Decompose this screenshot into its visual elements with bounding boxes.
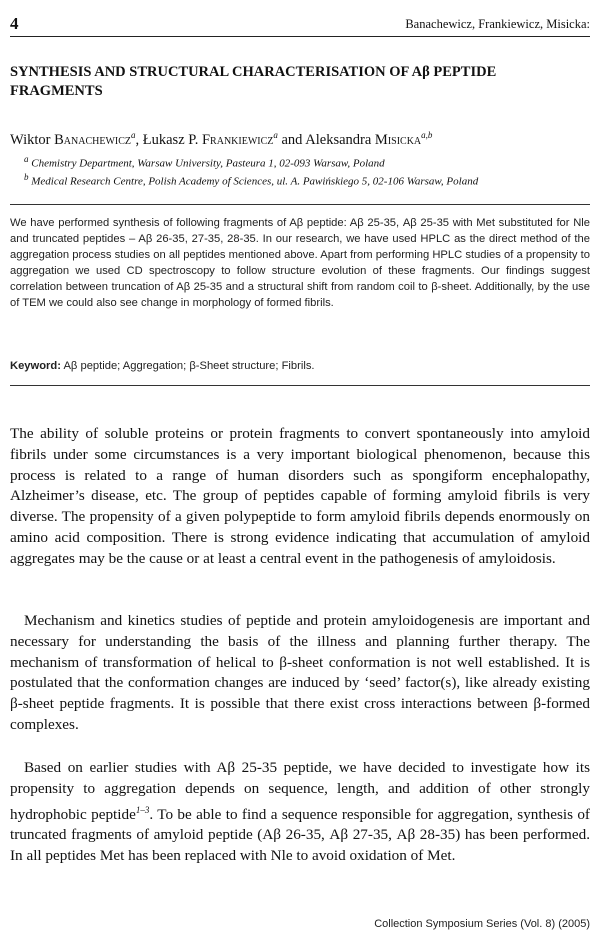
- paper-title: SYNTHESIS AND STRUCTURAL CHARACTERISATION OF Aβ PEPTIDE FRAGMENTS: [10, 64, 497, 99]
- running-head: Banachewicz, Frankiewicz, Misicka:: [405, 17, 590, 31]
- body-paragraph-1: The ability of soluble proteins or protein fragments to convert spontaneously into amyloid fibrils under some circumstances is a very important biological phenomenon, because this process is related to a range of human disorders such as spongiform encephalopathy, Alzheimer’s disease, etc. The group of peptides capable of forming amyloid fibrils is very diverse. The propensity of a given polypeptide to form amyloid fibrils depends enormously on amino acid composition. There is strong evidence indicating that accumulation of amyloid aggregates may be the cause or at least a central event in the pathogenesis of amyloidosis.: [10, 425, 590, 567]
- page-footer: Collection Symposium Series (Vol. 8) (2005): [374, 918, 590, 930]
- keywords-label: Keyword:: [10, 360, 61, 372]
- author-3-last: Misicka: [374, 131, 422, 148]
- page-header: [10, 14, 590, 37]
- author-list: [10, 130, 590, 149]
- body-paragraph-2: Mechanism and kinetics studies of peptide and protein amyloidogenesis are important and necessary for understanding the basis of the illness and planning further therapy. The mechanism of transformation of helical to β-sheet conformation is not well established. It is postulated that the conformation changes are induced by ‘seed’ factor(s), like already existing β-sheet peptide fragments. It is possible that there exist cross interactions between β-formed complexes.: [10, 612, 590, 733]
- author-separator: ,: [135, 131, 143, 148]
- affiliation-a-mark: a: [24, 154, 29, 164]
- affiliation-b: [24, 172, 594, 188]
- author-3-affil-mark: a,b: [421, 130, 433, 140]
- author-1-last: Banachewicz: [54, 131, 132, 148]
- keywords-text: Aβ peptide; Aggregation; β-Sheet structure; Fibrils.: [60, 360, 315, 372]
- author-1-first: Wiktor: [10, 131, 55, 148]
- reference-mark: 1–3: [135, 804, 150, 815]
- body-paragraph-3-part-2: . To be able to find a sequence responsible for aggregation, synthesis of truncated fragments of amyloid peptide (Aβ 26-35, Aβ 27-35, Aβ 28-35) has been performed. In all peptides Met has been replaced with Nle to avoid oxidation of Met.: [10, 805, 590, 865]
- page-number: 4: [10, 14, 19, 33]
- abstract-text: We have performed synthesis of following fragments of Aβ peptide: Aβ 25-35, Aβ 25-35 with Met substituted for Nle and truncated peptides – Aβ 26-35, 27-35, 28-35. In our research, we have used HPLC as the direct method of the aggregation process studies on all peptides mentioned above. Apart from performing HPLC studies of a propensity to aggregation we used CD spectroscopy to follow structure evolution of these fragments. Our findings suggest correlation between truncation of Aβ 25-35 and a structural shift from random coil to β-sheet. Additionally, by the use of TEM we could also see change in morphology of formed fibrils.: [10, 217, 590, 309]
- affiliation-b-text: Medical Research Centre, Polish Academy of Sciences, ul. A. Pawińskiego 5, 02-106 Warsaw, Poland: [28, 175, 479, 188]
- affiliation-a-text: Chemistry Department, Warsaw University, Pasteura 1, 02-093 Warsaw, Poland: [28, 157, 385, 170]
- author-2-first: Łukasz P.: [142, 131, 202, 148]
- body-paragraph-3-part-1: Based on earlier studies with Aβ 25-35 peptide, we have decided to investigate how its propensity to aggregation depends on sequence, length, and addition of other strongly hydrophobic peptide: [10, 759, 590, 823]
- affiliation-a: [24, 154, 594, 170]
- author-conjunction: and Aleksandra: [277, 131, 375, 148]
- affiliation-b-mark: b: [24, 172, 29, 182]
- author-2-affil-mark: a: [273, 130, 278, 140]
- keywords-line: [10, 360, 590, 372]
- author-1-affil-mark: a: [131, 130, 136, 140]
- abstract-box: [10, 204, 590, 386]
- author-2-last: Frankiewicz: [201, 131, 274, 148]
- body-paragraph-3: [10, 758, 590, 867]
